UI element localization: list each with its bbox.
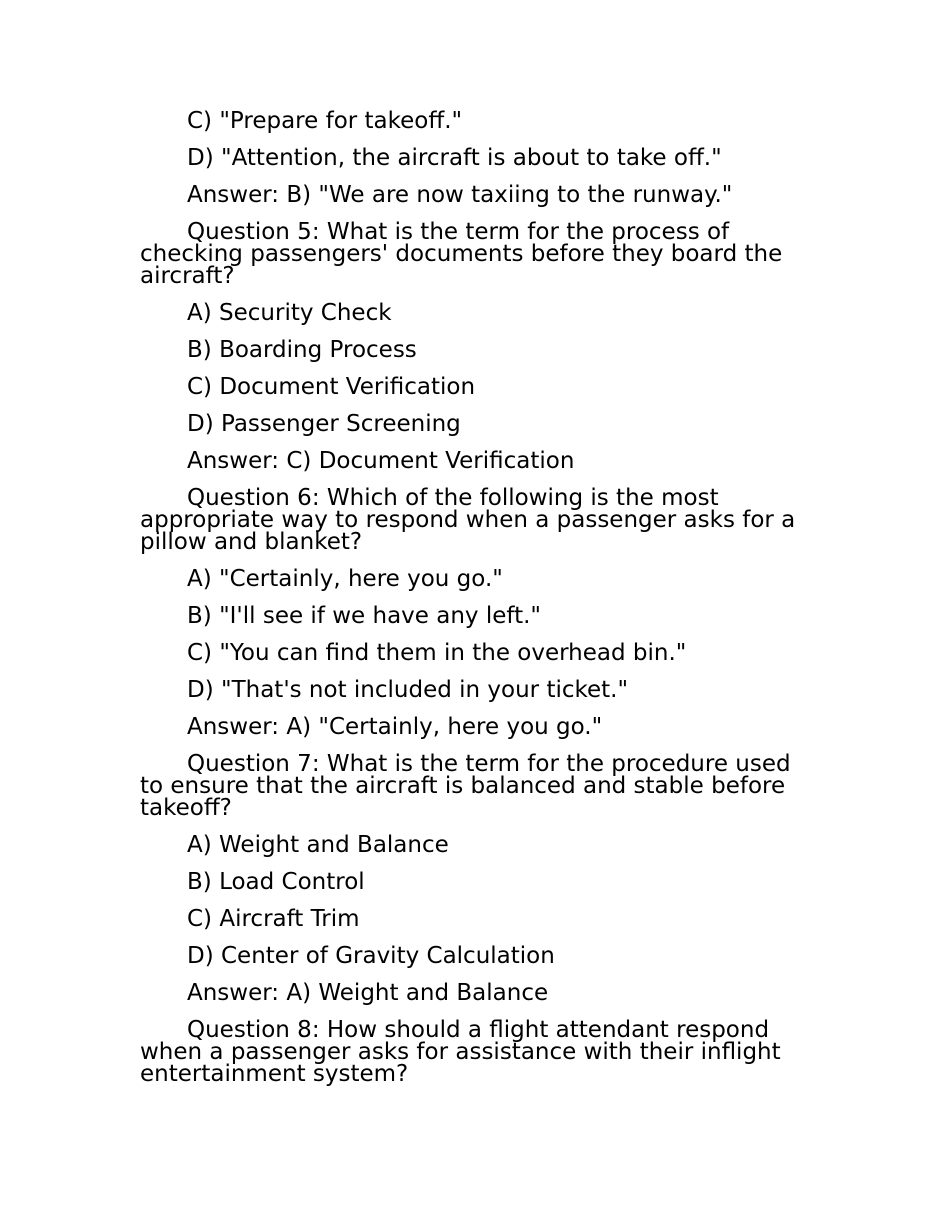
answer-q6: Answer: A) "Certainly, here you go."	[187, 714, 603, 740]
answer-q7: Answer: A) Weight and Balance	[187, 980, 549, 1006]
option-c-q7: C) Aircraft Trim	[187, 906, 360, 932]
question-5: Question 5: What is the term for the process of checking passengers' documents before they board the aircraft?	[140, 219, 783, 289]
option-a-q7: A) Weight and Balance	[187, 832, 449, 858]
question-8: Question 8: How should a flight attendant respond when a passenger asks for assistance with their inflight entertainment system?	[140, 1017, 781, 1087]
option-d-q6: D) "That's not included in your ticket."	[187, 677, 629, 703]
document-body	[140, 104, 820, 1094]
answer-q5: Answer: C) Document Verification	[187, 448, 575, 474]
question-7: Question 7: What is the term for the procedure used to ensure that the aircraft is balanced and stable before takeoff?	[140, 751, 791, 821]
option-c-q4: C) "Prepare for takeoff."	[187, 108, 463, 134]
option-a-q6: A) "Certainly, here you go."	[187, 566, 503, 592]
option-a-q5: A) Security Check	[187, 300, 392, 326]
option-b-q6: B) "I'll see if we have any left."	[187, 603, 541, 629]
option-d-q7: D) Center of Gravity Calculation	[187, 943, 555, 969]
option-b-q7: B) Load Control	[187, 869, 365, 895]
question-6: Question 6: Which of the following is the most appropriate way to respond when a passenger asks for a pillow and blanket?	[140, 485, 796, 555]
option-d-q5: D) Passenger Screening	[187, 411, 461, 437]
option-b-q5: B) Boarding Process	[187, 337, 417, 363]
option-c-q6: C) "You can find them in the overhead bin."	[187, 640, 687, 666]
option-d-q4: D) "Attention, the aircraft is about to take off."	[187, 145, 722, 171]
option-c-q5: C) Document Verification	[187, 374, 476, 400]
answer-q4: Answer: B) "We are now taxiing to the runway."	[187, 182, 733, 208]
